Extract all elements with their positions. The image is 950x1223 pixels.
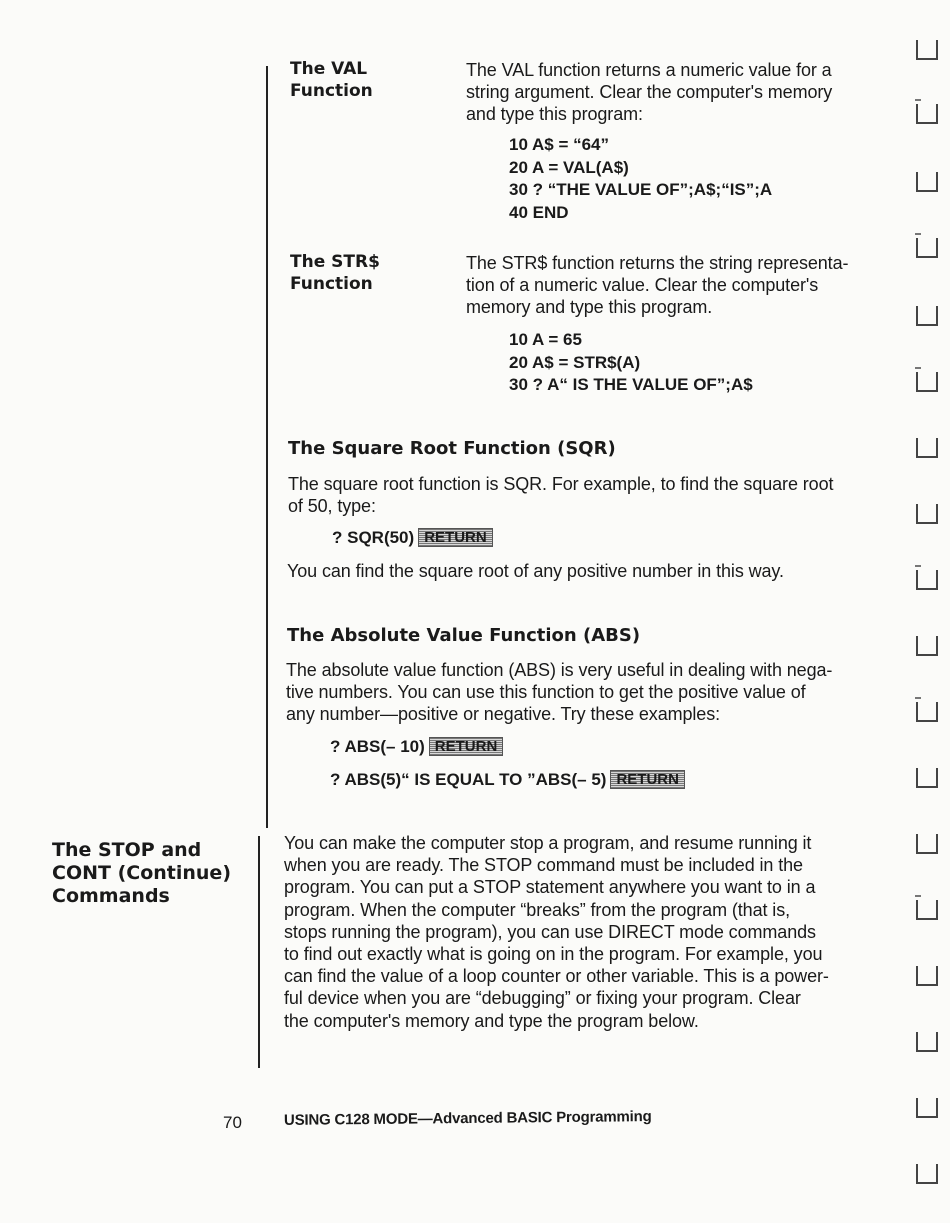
binding-mark [916, 40, 938, 60]
abs-command-1: ? ABS(– 10) RETURN [330, 736, 503, 758]
binding-mark [916, 306, 938, 326]
return-key: RETURN [429, 737, 504, 756]
str-heading: The STR$ Function [290, 252, 380, 294]
margin-rule-top [266, 66, 268, 828]
binding-mark [916, 438, 938, 458]
val-code-listing: 10 A$ = “64” 20 A = VAL(A$) 30 ? “THE VALUE OF”;A$;“IS”;A 40 END [509, 135, 773, 222]
abs-heading: The Absolute Value Function (ABS) [287, 625, 641, 646]
binding-mark [916, 834, 938, 854]
binding-mark [916, 1032, 938, 1052]
sqr-heading: The Square Root Function (SQR) [288, 438, 616, 459]
return-key: RETURN [418, 528, 493, 547]
binding-mark [916, 238, 938, 258]
str-description: The STR$ function returns the string representa- tion of a numeric value. Clear the computer's memory and type this program. [466, 253, 849, 318]
abs-command-2: ? ABS(5)“ IS EQUAL TO ”ABS(– 5) RETURN [330, 769, 685, 791]
binding-mark [916, 900, 938, 920]
sqr-command: ? SQR(50) RETURN [332, 527, 493, 549]
sqr-note: You can find the square root of any positive number in this way. [287, 561, 784, 581]
binding-mark [916, 702, 938, 722]
binding-mark [916, 504, 938, 524]
val-heading: The VAL Function [290, 59, 373, 101]
binding-mark [916, 636, 938, 656]
str-code-listing: 10 A = 65 20 A$ = STR$(A) 30 ? A“ IS THE VALUE OF”;A$ [509, 330, 753, 394]
abs-description: The absolute value function (ABS) is very useful in dealing with nega- tive numbers. You can use this function to get the positive value of any number—positive or negative. Try these examples: [286, 660, 833, 725]
binding-mark [916, 768, 938, 788]
page-number: 70 [223, 1113, 242, 1132]
binding-mark [916, 1098, 938, 1118]
margin-rule-bottom [258, 836, 260, 1068]
binding-mark [916, 966, 938, 986]
binding-mark [916, 570, 938, 590]
binding-mark [916, 1164, 938, 1184]
binding-mark [916, 172, 938, 192]
binding-mark [916, 372, 938, 392]
val-description: The VAL function returns a numeric value for a string argument. Clear the computer's memory and type this program: [466, 60, 833, 125]
stop-cont-heading: The STOP and CONT (Continue) Commands [52, 839, 231, 907]
binding-mark [916, 104, 938, 124]
stop-cont-description: You can make the computer stop a program, and resume running it when you are ready. The STOP command must be included in the program. You can put a STOP statement anywhere you want to in a program. When the computer “breaks” from the program (that is, stops running the program), you can use DIRECT mode commands to find out exactly what is going on in the program. For example, you can find the value of a loop counter or other variable. This is a power- ful device when you are “debugging” or fixing your program. Clear the computer's memory and type the program below. [284, 833, 829, 1031]
running-footer: USING C128 MODE—Advanced BASIC Programming [283, 1108, 652, 1129]
sqr-description: The square root function is SQR. For example, to find the square root of 50, type: [288, 474, 834, 517]
return-key: RETURN [610, 770, 685, 789]
